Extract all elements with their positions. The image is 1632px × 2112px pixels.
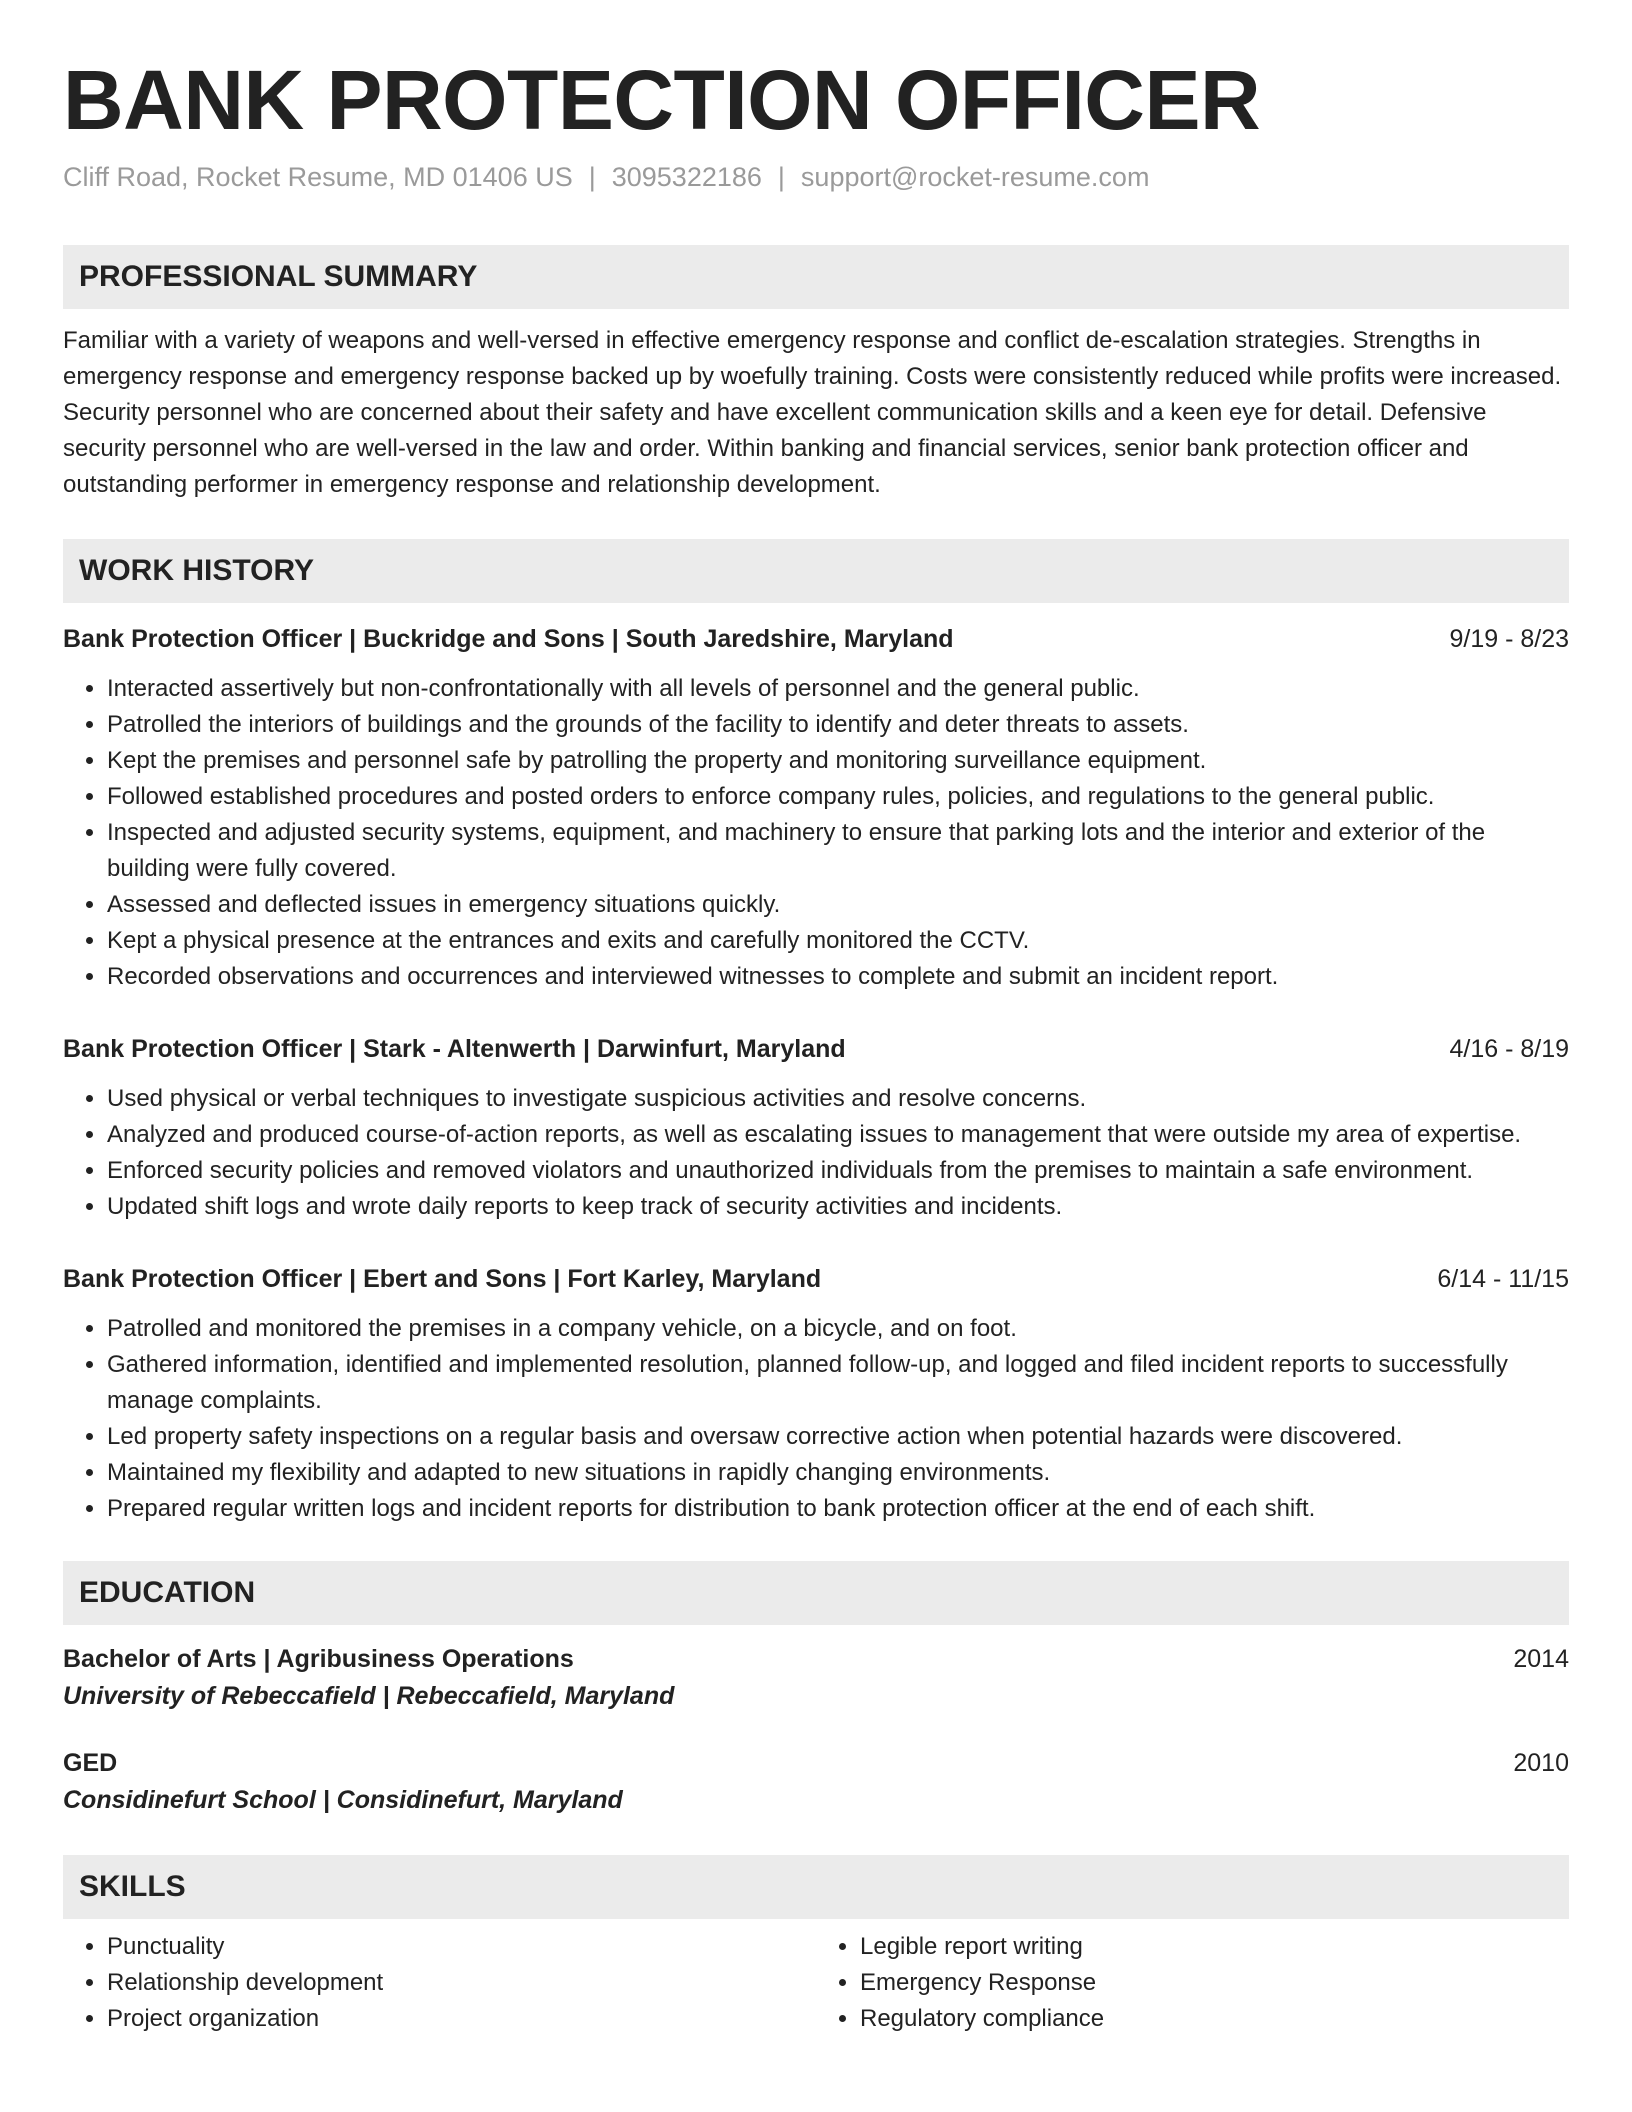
job-bullet: • Patrolled the interiors of buildings and the grounds of the facility to identify and deter threats to assets.	[107, 707, 1569, 743]
job-bullet: • Gathered information, identified and implemented resolution, planned follow-up, and logged and filed incident reports to successfully manage complaints.	[107, 1347, 1569, 1419]
job-bullets	[63, 671, 1569, 995]
contact-separator: |	[777, 162, 785, 193]
education-school: University of Rebeccafield | Rebeccafield, Maryland	[63, 1682, 675, 1711]
job-header-row	[63, 1261, 1569, 1297]
job-entry	[63, 621, 1569, 995]
education-degree: Bachelor of Arts | Agribusiness Operations	[63, 1645, 574, 1674]
job-entry	[63, 1031, 1569, 1225]
education-header-row	[63, 1745, 1569, 1781]
work-history-list	[63, 621, 1569, 1527]
contact-address: Cliff Road, Rocket Resume, MD 01406 US	[63, 162, 573, 193]
skills-column-left	[63, 1929, 816, 2037]
education-year: 2010	[1513, 1749, 1569, 1778]
job-bullet: • Enforced security policies and removed violators and unauthorized individuals from the premises to maintain a safe environment.	[107, 1153, 1569, 1189]
job-bullet: • Kept the premises and personnel safe by patrolling the property and monitoring surveillance equipment.	[107, 743, 1569, 779]
education-school: Considinefurt School | Considinefurt, Maryland	[63, 1786, 623, 1815]
job-entry	[63, 1261, 1569, 1527]
education-header-row	[63, 1641, 1569, 1677]
job-title: Bank Protection Officer | Ebert and Sons | Fort Karley, Maryland	[63, 1265, 822, 1294]
candidate-name: BANK PROTECTION OFFICER	[63, 53, 1261, 147]
job-date: 6/14 - 11/15	[1437, 1265, 1569, 1294]
education-degree: GED	[63, 1749, 118, 1778]
job-bullet: • Maintained my flexibility and adapted to new situations in rapidly changing environments.	[107, 1455, 1569, 1491]
job-date: 9/19 - 8/23	[1449, 625, 1569, 654]
section-header-education: EDUCATION	[63, 1561, 1569, 1625]
contact-separator: |	[588, 162, 596, 193]
job-bullet: • Patrolled and monitored the premises in a company vehicle, on a bicycle, and on foot.	[107, 1311, 1569, 1347]
job-title: Bank Protection Officer | Stark - Altenwerth | Darwinfurt, Maryland	[63, 1035, 846, 1064]
job-bullet: • Recorded observations and occurrences and interviewed witnesses to complete and submit an incident report.	[107, 959, 1569, 995]
job-bullet: • Analyzed and produced course-of-action reports, as well as escalating issues to management that were outside my area of expertise.	[107, 1117, 1569, 1153]
job-bullet: • Interacted assertively but non-confrontationally with all levels of personnel and the general public.	[107, 671, 1569, 707]
job-title: Bank Protection Officer | Buckridge and Sons | South Jaredshire, Maryland	[63, 625, 954, 654]
section-header-work-history: WORK HISTORY	[63, 539, 1569, 603]
skill-item: • Emergency Response	[860, 1965, 1569, 2001]
contact-phone: 3095322186	[611, 162, 762, 193]
skill-item: • Punctuality	[107, 1929, 816, 1965]
education-entry	[63, 1641, 1569, 1715]
education-list	[63, 1641, 1569, 1819]
job-bullet: • Inspected and adjusted security systems, equipment, and machinery to ensure that parking lots and the interior and exterior of the building were fully covered.	[107, 815, 1569, 887]
job-header-row	[63, 1031, 1569, 1067]
education-entry	[63, 1745, 1569, 1819]
job-bullet: • Prepared regular written logs and incident reports for distribution to bank protection officer at the end of each shift.	[107, 1491, 1569, 1527]
summary-text: Familiar with a variety of weapons and well-versed in effective emergency response and conflict de-escalation strategies. Strengths in emergency response and emergency response backed up by woefully training. Costs were consistently reduced while profits were increased. Security personnel who are concerned about their safety and have excellent communication skills and a keen eye for detail. Defensive security personnel who are well-versed in the law and order. Within banking and financial services, senior bank protection officer and outstanding performer in emergency response and relationship development.	[63, 327, 1562, 499]
job-bullet: • Kept a physical presence at the entrances and exits and carefully monitored the CCTV.	[107, 923, 1569, 959]
job-header-row	[63, 621, 1569, 657]
job-bullet: • Led property safety inspections on a regular basis and oversaw corrective action when potential hazards were discovered.	[107, 1419, 1569, 1455]
skill-item: • Project organization	[107, 2001, 816, 2037]
skill-item: • Legible report writing	[860, 1929, 1569, 1965]
skills-list	[63, 1929, 1569, 2037]
skills-column-right	[816, 1929, 1569, 2037]
contact-line	[63, 162, 1569, 193]
skill-item: • Relationship development	[107, 1965, 816, 2001]
job-bullet: • Followed established procedures and posted orders to enforce company rules, policies, and regulations to the general public.	[107, 779, 1569, 815]
section-header-summary: PROFESSIONAL SUMMARY	[63, 245, 1569, 309]
contact-email: support@rocket-resume.com	[800, 162, 1150, 193]
skill-item: • Regulatory compliance	[860, 2001, 1569, 2037]
job-bullets	[63, 1311, 1569, 1527]
job-bullets	[63, 1081, 1569, 1225]
job-date: 4/16 - 8/19	[1449, 1035, 1569, 1064]
section-header-skills: SKILLS	[63, 1855, 1569, 1919]
education-year: 2014	[1513, 1645, 1569, 1674]
job-bullet: • Updated shift logs and wrote daily reports to keep track of security activities and incidents.	[107, 1189, 1569, 1225]
job-bullet: • Used physical or verbal techniques to investigate suspicious activities and resolve concerns.	[107, 1081, 1569, 1117]
job-bullet: • Assessed and deflected issues in emergency situations quickly.	[107, 887, 1569, 923]
